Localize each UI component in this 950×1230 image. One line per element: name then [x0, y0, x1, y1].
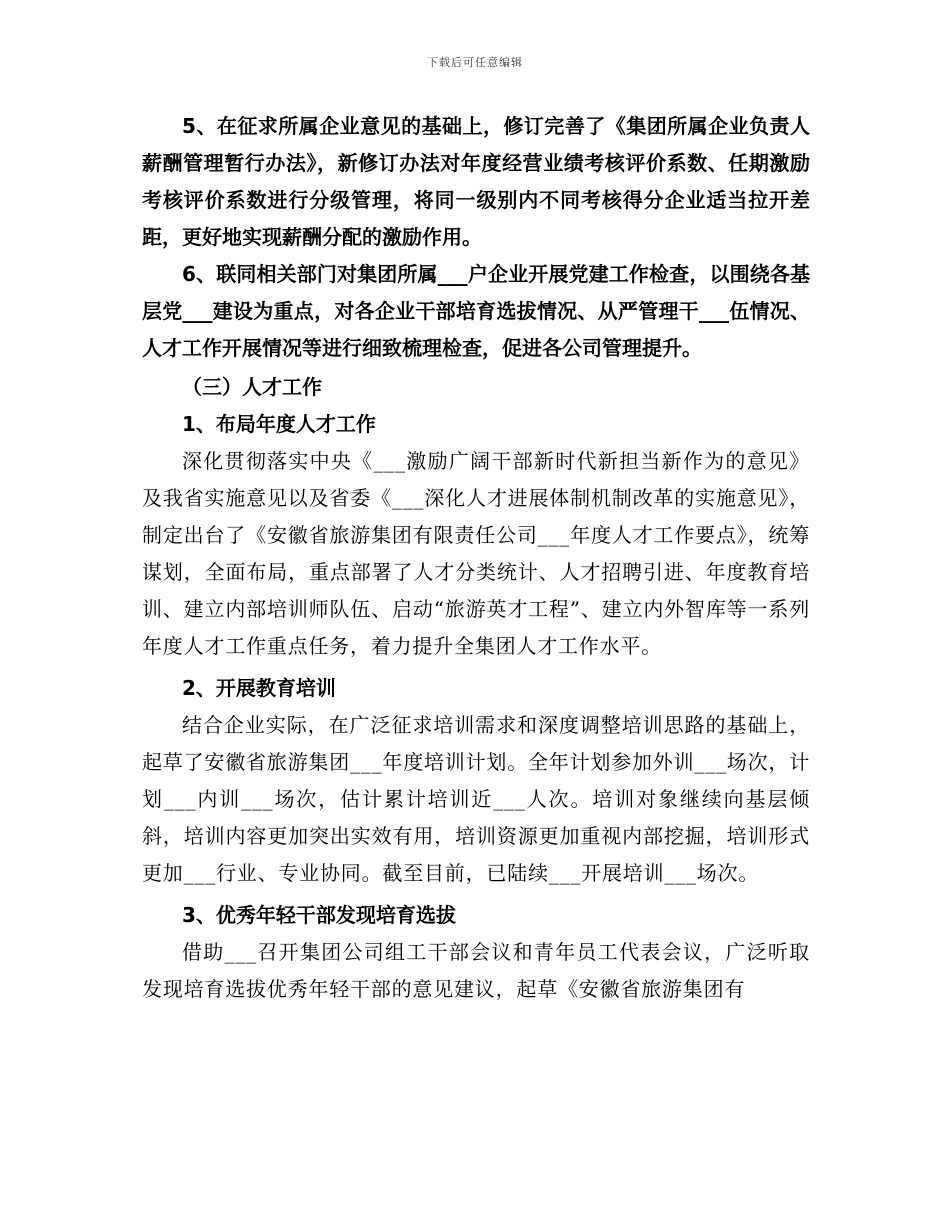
item-3-body: 借助___召开集团公司组工干部会议和青年员工代表会议，广泛听取发现培育选拔优秀年轻干部的意见建议，起草《安徽省旅游集团有: [142, 940, 810, 1001]
item-3-title: 3、优秀年轻干部发现培育选拔: [182, 903, 456, 927]
paragraph-item-6: 6、联同相关部门对集团所属___户企业开展党建工作检查，以围绕各基层党___建设为重点，对各企业干部培育选拔情况、从严管理干___伍情况、人才工作开展情况等进行细致梳理检查，促进各公司管理提升。: [142, 262, 810, 360]
section-3-title: （三）人才工作: [182, 375, 322, 399]
item-1-title: 1、布局年度人才工作: [182, 412, 376, 436]
item-1-body: 深化贯彻落实中央《___激励广阔干部新时代新担当新作为的意见》及我省实施意见以及省委《___深化人才进展体制机制改革的实施意见》，制定出台了《安徽省旅游集团有限责任公司___年度人才工作要点》，统筹谋划，全面布局，重点部署了人才分类统计、人才招聘引进、年度教育培训、建立内部培训师队伍、启动“旅游英才工程”、建立内外智库等一系列年度人才工作重点任务，着力提升全集团人才工作水平。: [142, 449, 810, 658]
item-2-title: 2、开展教育培训: [182, 676, 336, 700]
item-2-body: 结合企业实际，在广泛征求培训需求和深度调整培训思路的基础上，起草了安徽省旅游集团___年度培训计划。全年计划参加外训___场次，计划___内训___场次，估计累计培训近___人次。培训对象继续向基层倾斜，培训内容更加突出实效有用，培训资源更加重视内部挖掘，培训形式更加___行业、专业协同。截至目前，已陆续___开展培训___场次。: [142, 713, 810, 885]
document-body: [142, 108, 810, 1008]
page-header-note: 下载后可任意编辑: [427, 56, 523, 69]
paragraph-item-5: 5、在征求所属企业意见的基础上，修订完善了《集团所属企业负责人薪酬管理暂行办法》，新修订办法对年度经营业绩考核评价系数、任期激励考核评价系数进行分级管理，将同一级别内不同考核得分企业适当拉开差距，更好地实现薪酬分配的激励作用。: [142, 114, 810, 249]
